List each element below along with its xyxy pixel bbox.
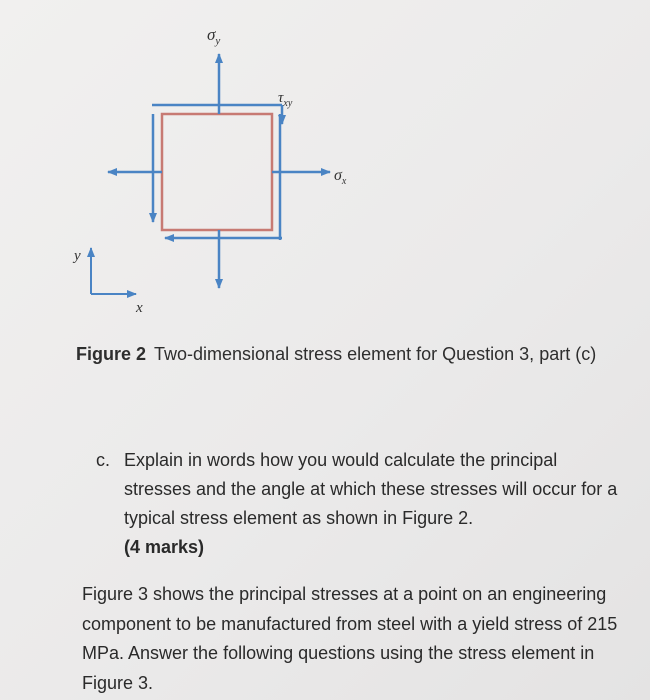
tau-xy-label: $\tau_{xy}$ [278,90,293,109]
question-marks: (4 marks) [124,537,205,557]
figure-3-paragraph: Figure 3 shows the principal stresses at a point on an engineering component to be manufactured from steel with a yield stress of 215 MPa. Answer the following questions using the stress element in Figure 3. [82,584,618,693]
question-c [96,446,626,562]
stress-element-square [162,114,272,230]
sigma-x-label: $\sigma_x$ [334,167,347,187]
stress-element-diagram [60,10,380,330]
figure-caption-text: Two-dimensional stress element for Question 3, part (c) [154,344,597,364]
axis-y-label: y [74,248,81,264]
question-number: c. [96,450,111,470]
question-body [124,446,626,562]
sigma-y-label: $\sigma_y$ [207,25,221,47]
figure-caption [76,341,616,368]
stress-element-figure [60,10,380,330]
axis-x-label: x [136,300,143,316]
question-text: Explain in words how you would calculate the principal stresses and the angle at which these stresses will occur for a typical stress element as shown in Figure 2. [124,450,618,528]
figure-caption-label: Figure 2 [76,344,147,364]
